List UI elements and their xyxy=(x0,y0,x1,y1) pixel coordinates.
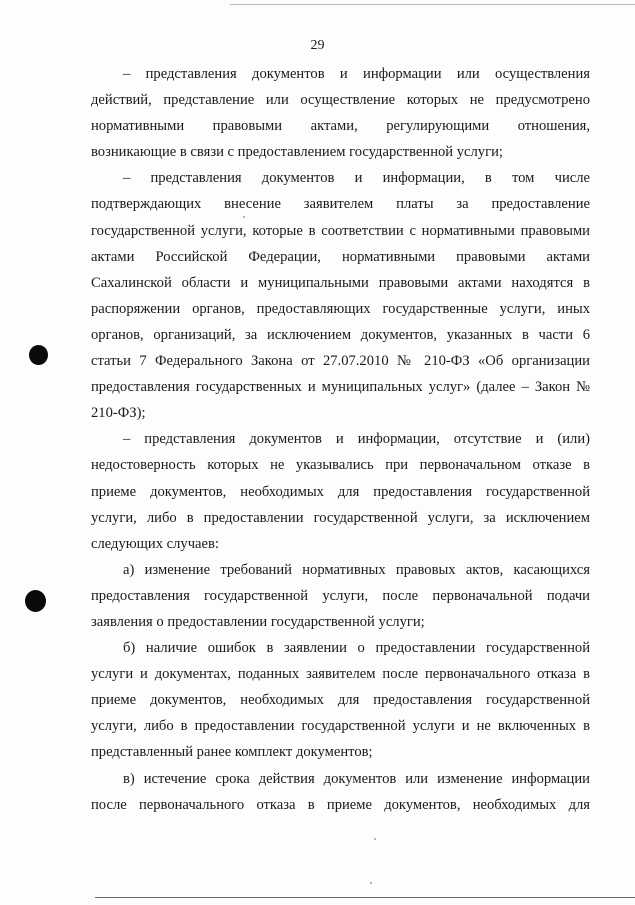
text-line: актами Российской Федерации, нормативными правовыми актами xyxy=(91,248,590,265)
text-line: подтверждающих внесение заявителем платы за предоставление xyxy=(91,196,590,213)
text-line: органов, организаций, за исключением документов, указанных в части 6 xyxy=(91,326,590,343)
text-line: следующих случаев: xyxy=(91,535,219,552)
text-line: – представления документов и информации, отсутствие и (или) xyxy=(123,431,590,448)
text-line: недостоверность которых не указывались при первоначальном отказе в xyxy=(91,457,590,474)
scan-speck xyxy=(370,882,372,884)
body-text xyxy=(91,61,590,818)
text-line: представленный ранее комплект документов; xyxy=(91,744,373,761)
text-line: – представления документов и информации, в том числе xyxy=(123,170,590,187)
text-line: в) истечение срока действия документов или изменение информации xyxy=(123,770,590,787)
punch-hole-mark xyxy=(25,590,46,612)
text-line: государственной услуги, которые в соответствии с нормативными правовыми xyxy=(91,222,590,239)
text-line: услуги и документах, поданных заявителем после первоначального отказа в xyxy=(91,666,590,683)
text-line: после первоначального отказа в приеме документов, необходимых для xyxy=(91,796,590,813)
text-line: предоставления государственных и муниципальных услуг» (далее – Закон № xyxy=(91,379,590,396)
text-line: приеме документов, необходимых для предоставления государственной xyxy=(91,692,590,709)
text-line: а) изменение требований нормативных правовых актов, касающихся xyxy=(123,561,590,578)
text-line: предоставления государственной услуги, после первоначальной подачи xyxy=(91,587,590,604)
bottom-edge-line xyxy=(95,897,635,898)
text-line: действий, представление или осуществление которых не предусмотрено xyxy=(91,92,590,109)
page-number: 29 xyxy=(310,38,325,53)
text-line: нормативными правовыми актами, регулирующими отношения, xyxy=(91,118,590,135)
text-line: – представления документов и информации или осуществления xyxy=(123,66,590,82)
text-line: статьи 7 Федерального Закона от 27.07.2010 № 210-ФЗ «Об организации xyxy=(91,353,590,370)
punch-hole-mark xyxy=(29,345,48,365)
text-line: 210-ФЗ); xyxy=(91,405,146,422)
text-line: б) наличие ошибок в заявлении о предоставлении государственной xyxy=(123,640,590,657)
text-line: Сахалинской области и муниципальными правовыми актами находятся в xyxy=(91,274,590,291)
text-line: распоряжении органов, предоставляющих государственные услуги, иных xyxy=(91,300,590,317)
text-line: услуги, либо в предоставлении государственной услуги и не включенных в xyxy=(91,718,590,735)
scan-speck xyxy=(374,838,376,840)
text-line: заявления о предоставлении государственной услуги; xyxy=(91,613,425,630)
text-line: услуги, либо в предоставлении государственной услуги, за исключением xyxy=(91,509,590,526)
scan-speck xyxy=(243,216,245,218)
top-edge-line xyxy=(230,4,635,5)
text-line: возникающие в связи с предоставлением государственной услуги; xyxy=(91,144,503,161)
text-line: приеме документов, необходимых для предоставления государственной xyxy=(91,483,590,500)
